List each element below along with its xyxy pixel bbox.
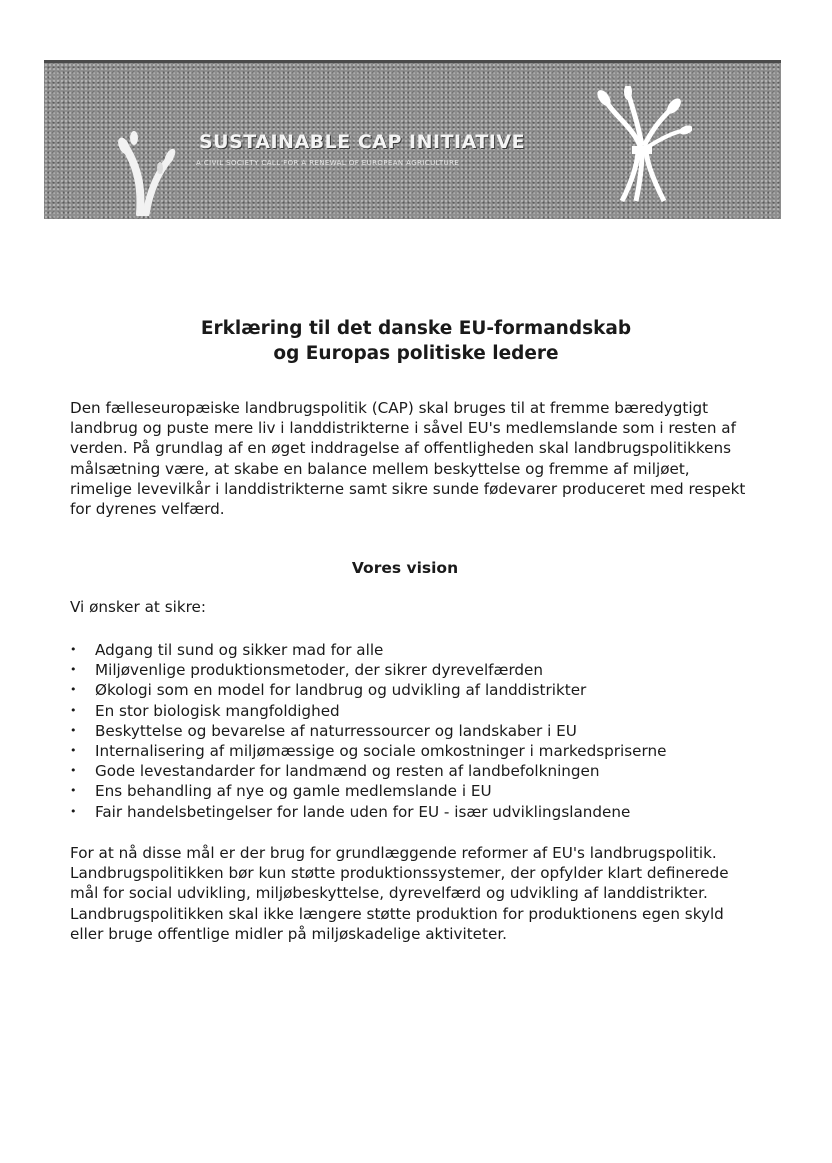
- closing-paragraph: For at nå disse mål er der brug for grundlæggende reformer af EU's landbrugspolitik. Landbrugspolitikken bør kun støtte produktionssystemer, der opfylder klart definerede mål for social udvikling, miljøbeskyttelse, dyrevelfærd og udvikling af landdistrikter. Landbrugspolitikken skal ikke længere støtte produktion for produktionens egen skyld eller bruge offentlige midler på miljøskadelige aktiviteter.: [70, 844, 729, 943]
- section-heading: Vores vision: [351, 559, 459, 577]
- list-item: • Fair handelsbetingelser for lande uden for EU - især udviklingslandene: [70, 802, 666, 822]
- intro-paragraph: Den fælleseuropæiske landbrugspolitik (CAP) skal bruges til at fremme bæredygtigt landbrug og puste mere liv i landdistrikterne i såvel EU's medlemslande som i resten af verden. På grundlag af en øget inddragelse af offentligheden skal landbrugspolitikkens målsætning være, at skabe en balance mellem beskyttelse og fremme af miljøet, rimelige levevilkår i landdistrikterne samt sikre sunde fødevarer produceret med respekt for dyrenes velfærd.: [70, 399, 746, 519]
- wheat-sheaf-logo-icon: [592, 86, 692, 206]
- vision-intro: Vi ønsker at sikre:: [70, 598, 206, 616]
- document-title: [120, 316, 712, 366]
- list-item: • Gode levestandarder for landmænd og resten af landbefolkningen: [70, 761, 666, 781]
- title-line-2: og Europas politiske ledere: [273, 343, 559, 364]
- banner-subtitle: A CIVIL SOCIETY CALL FOR A RENEWAL OF EUROPEAN AGRICULTURE: [196, 159, 460, 167]
- list-item: • Beskyttelse og bevarelse af naturressourcer og landskaber i EU: [70, 721, 666, 741]
- list-item: • Miljøvenlige produktionsmetoder, der sikrer dyrevelfærden: [70, 660, 666, 680]
- list-item: • Internalisering af miljømæssige og sociale omkostninger i markedspriserne: [70, 741, 666, 761]
- list-item: • En stor biologisk mangfoldighed: [70, 701, 666, 721]
- banner-title: SUSTAINABLE CAP INITIATIVE: [199, 131, 526, 153]
- wheat-figure-logo-icon: [112, 128, 182, 216]
- vision-list: [70, 640, 666, 822]
- list-item: • Adgang til sund og sikker mad for alle: [70, 640, 666, 660]
- list-item: • Ens behandling af nye og gamle medlemslande i EU: [70, 781, 666, 801]
- title-line-1: Erklæring til det danske EU-formandskab: [200, 318, 632, 339]
- list-item: • Økologi som en model for landbrug og udvikling af landdistrikter: [70, 680, 666, 700]
